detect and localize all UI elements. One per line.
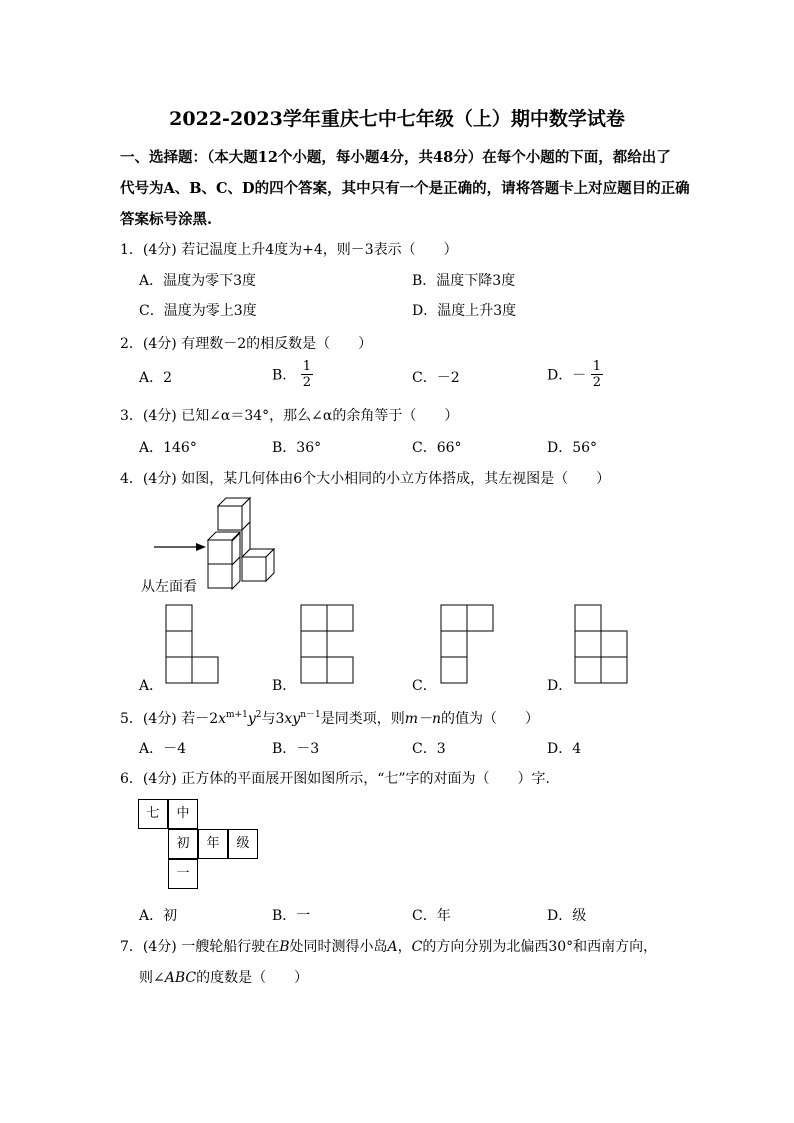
q6-option-c[interactable]: C．年: [412, 908, 451, 924]
q2-option-c[interactable]: C．－2: [412, 370, 460, 386]
q4-view-d: [574, 604, 630, 686]
q5-var-x: x: [218, 711, 227, 727]
question-1-stem: 1．(4分) 若记温度上升4度为+4，则－3表示（ ）: [120, 242, 458, 258]
q6-option-d[interactable]: D．级: [547, 908, 587, 924]
question-2-stem: 2．(4分) 有理数－2的相反数是（ ）: [120, 336, 373, 352]
q5-exp-3: n－1: [300, 710, 321, 720]
section-heading-line3: 答案标号涂黑.: [120, 211, 213, 228]
net-cell-zhong: 中: [168, 799, 198, 829]
q4-view-c: [440, 604, 496, 686]
q5-option-b[interactable]: B．－3: [272, 741, 320, 757]
q7-point-b: B: [279, 939, 290, 955]
section-heading-line2: 代号为A、B、C、D的四个答案，其中只有一个是正确的，请将答题卡上对应题目的正确: [120, 180, 690, 197]
q2-option-d-fraction: [591, 360, 603, 389]
q5-option-d[interactable]: D．4: [547, 741, 582, 757]
q7-point-a: A: [387, 939, 398, 955]
q7-text-pre: 7．(4分) 一艘轮船行驶在: [120, 939, 280, 955]
q5-text-pre: 5．(4分) 若－2: [120, 711, 219, 727]
q4-option-a[interactable]: A．: [139, 678, 164, 694]
question-6-stem: 6．(4分) 正方体的平面展开图如图所示，“七”字的对面为（ ）字.: [120, 771, 550, 787]
q5-option-c[interactable]: C．3: [412, 741, 446, 757]
fraction-numerator: 1: [592, 359, 601, 374]
q7-line2-pre: 则∠: [139, 970, 165, 986]
q2-option-d-label: D．－: [547, 367, 587, 384]
fraction-denominator: 2: [302, 375, 312, 390]
q6-option-a[interactable]: A．初: [139, 908, 178, 924]
q5-exp-1: m+1: [226, 710, 248, 720]
q3-option-b[interactable]: B．36°: [272, 440, 322, 456]
q5-var-mn: m－n: [404, 711, 442, 727]
arrow-head-icon: [196, 543, 206, 551]
q7-text-mid2: 的方向分别为北偏西30°和西南方向，: [422, 939, 658, 955]
q4-view-b: [300, 604, 356, 686]
q1-option-c[interactable]: C．温度为零上3度: [139, 303, 257, 319]
q2-option-a[interactable]: A．2: [139, 370, 173, 386]
fraction-denominator: 2: [592, 375, 601, 390]
q3-option-a[interactable]: A．146°: [139, 440, 197, 456]
net-cell-nian: 年: [198, 829, 228, 859]
q7-angle-abc: ABC: [164, 970, 197, 986]
q5-option-a[interactable]: A．－4: [139, 741, 187, 757]
q5-exp-2: 2: [255, 710, 262, 720]
q2-option-b-label: B．: [272, 367, 297, 384]
q4-view-a: [165, 604, 221, 686]
q2-option-b-fraction: [301, 360, 313, 389]
q3-option-d[interactable]: D．56°: [547, 440, 598, 456]
question-5-stem: [120, 708, 539, 728]
q4-option-b[interactable]: B．: [272, 678, 297, 694]
q3-option-c[interactable]: C．66°: [412, 440, 462, 456]
q5-text-end: 的值为（ ）: [441, 711, 540, 727]
question-7-line2: [139, 967, 308, 987]
q4-option-d[interactable]: D．: [547, 678, 573, 694]
q4-option-c[interactable]: C．: [412, 678, 437, 694]
net-cell-qi: 七: [138, 799, 168, 829]
q1-option-a[interactable]: A．温度为零下3度: [139, 273, 257, 289]
q5-text-post: 是同类项，则: [320, 711, 405, 727]
q5-var-xy: xy: [284, 711, 301, 727]
question-3-stem: 3．(4分) 已知∠α＝34°，那么∠α的余角等于（ ）: [120, 408, 459, 424]
section-heading-line1: 一、选择题：（本大题12个小题，每小题4分，共48分）在每个小题的下面，都给出了: [120, 149, 671, 166]
q7-text-mid1: 处同时测得小岛: [289, 939, 388, 955]
q7-line2-post: 的度数是（ ）: [196, 970, 309, 986]
fraction-numerator: 1: [302, 359, 312, 374]
net-cell-yi: 一: [168, 859, 198, 889]
q5-var-y: y: [247, 711, 256, 727]
q1-option-b[interactable]: B．温度下降3度: [412, 273, 516, 289]
figure-caption: 从左面看: [141, 579, 197, 595]
q2-option-b[interactable]: [272, 360, 313, 389]
net-cell-ji: 级: [228, 829, 258, 859]
q7-comma: ，: [397, 939, 412, 955]
q7-point-c: C: [411, 939, 423, 955]
q6-option-b[interactable]: B．一: [272, 908, 311, 924]
page-title: 2022-2023学年重庆七中七年级（上）期中数学试卷: [169, 108, 625, 130]
question-7-stem: [120, 936, 657, 956]
question-4-stem: 4．(4分) 如图，某几何体由6个大小相同的小立方体搭成，其左视图是（ ）: [120, 471, 611, 487]
q5-text-mid: 与3: [261, 711, 285, 727]
net-cell-chu: 初: [168, 829, 198, 859]
q1-option-d[interactable]: D．温度上升3度: [412, 303, 517, 319]
q2-option-d[interactable]: [547, 360, 603, 389]
